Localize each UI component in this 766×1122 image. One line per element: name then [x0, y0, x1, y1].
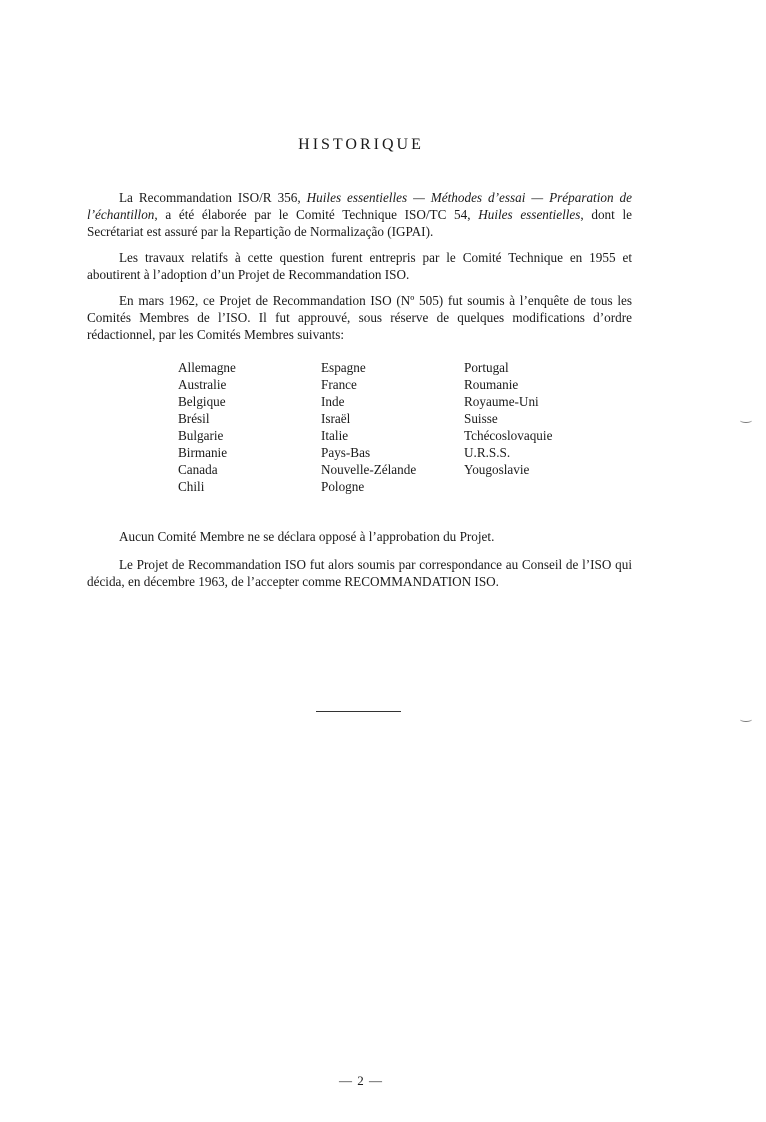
paragraph-vote: En mars 1962, ce Projet de Recommandation ISO (Nº 505) fut soumis à l’enquête de tous les Comités Membres de l’ISO. Il fut approuvé, sous réserve de quelques modifications d’ordre rédactionnel, par les Comités Membres suivants: — [87, 293, 632, 342]
members-column-1 — [178, 359, 236, 495]
member-name: Nouvelle-Zélande — [321, 462, 417, 477]
paragraph-work: Les travaux relatifs à cette question furent entrepris par le Comité Technique en 1955 et aboutirent à l’adoption d’un Projet de Recommandation ISO. — [87, 250, 632, 282]
paragraph-origin — [87, 189, 632, 240]
member-name: Allemagne — [178, 360, 236, 375]
origin-title-italic: Huiles essentielles — Méthodes d’essai — Préparation de l’échantillon — [87, 190, 632, 222]
member-name: Australie — [178, 377, 227, 392]
origin-text-a: La Recommandation ISO/R 356, — [119, 190, 307, 205]
member-name: Suisse — [464, 411, 498, 426]
member-name: France — [321, 377, 357, 392]
member-name: Canada — [178, 462, 218, 477]
members-column-3 — [464, 359, 552, 478]
member-name: Birmanie — [178, 445, 228, 460]
member-name: Brésil — [178, 411, 210, 426]
member-name: Portugal — [464, 360, 509, 375]
member-name: Pologne — [321, 479, 365, 494]
page-number: — 2 — — [339, 1073, 383, 1088]
paragraph-no-opposition: Aucun Comité Membre ne se déclara opposé à l’approbation du Projet. — [119, 529, 495, 544]
paragraph-acceptance: Le Projet de Recommandation ISO fut alors soumis par correspondance au Conseil de l’ISO qui décida, en décembre 1963, de l’accepter comme RECOMMANDATION ISO. — [87, 557, 632, 589]
origin-text-c: , a été élaborée par le Comité Technique ISO/TC 54, — [154, 207, 479, 222]
member-name: Italie — [321, 428, 349, 443]
member-name: Tchécoslovaquie — [464, 428, 553, 443]
member-name: Chili — [178, 479, 205, 494]
section-divider — [316, 711, 401, 712]
member-name: Espagne — [321, 360, 366, 375]
origin-text-e: , dont le Secrétariat est assuré par la Repartição de Normalização (IGPAI). — [87, 207, 632, 239]
member-name: U.R.S.S. — [464, 445, 511, 460]
member-name: Inde — [321, 394, 345, 409]
member-name: Belgique — [178, 394, 226, 409]
member-name: Pays-Bas — [321, 445, 371, 460]
member-name: Bulgarie — [178, 428, 224, 443]
members-column-2 — [321, 359, 416, 495]
member-name: Royaume-Uni — [464, 394, 539, 409]
margin-mark — [740, 418, 752, 423]
member-name: Yougoslavie — [464, 462, 530, 477]
page-title: HISTORIQUE — [298, 136, 424, 153]
margin-mark — [740, 717, 752, 722]
member-name: Roumanie — [464, 377, 519, 392]
member-name: Israël — [321, 411, 351, 426]
origin-committee-italic: Huiles essentielles — [478, 207, 581, 222]
